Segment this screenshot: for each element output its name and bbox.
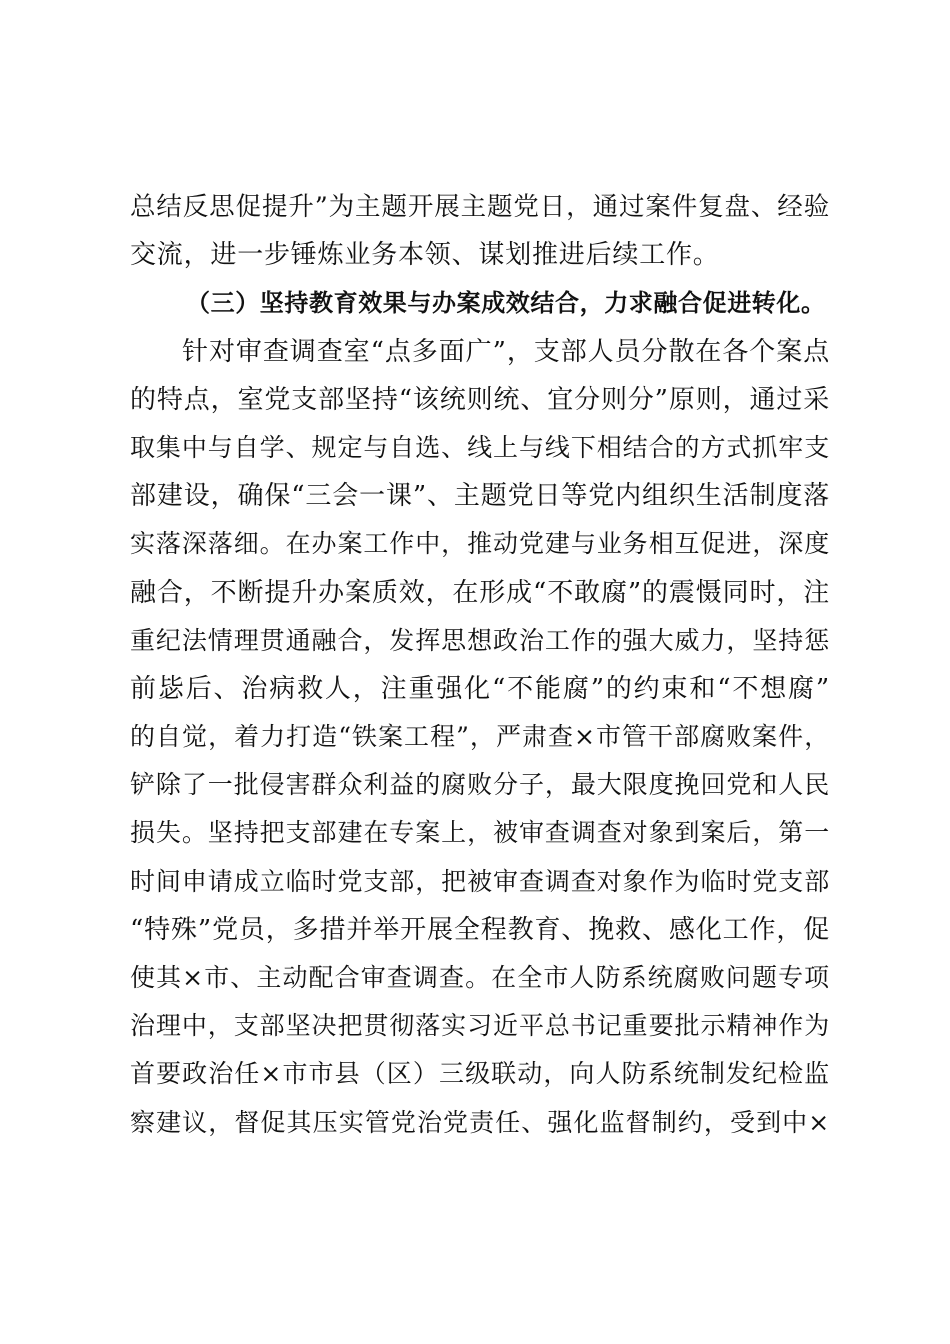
paragraph-line: 的特点，室党支部坚持“该统则统、宜分则分”原则，通过采 bbox=[130, 384, 830, 415]
section-heading: （三）坚持教育效果与办案成效结合，力求融合促进转化。 bbox=[186, 288, 826, 318]
paragraph-line: 首要政治任×市市县（区）三级联动，向人防系统制发纪检监 bbox=[130, 1059, 830, 1089]
paragraph-line: 针对审查调查室“点多面广”，支部人员分散在各个案点 bbox=[182, 336, 830, 367]
paragraph-line: 总结反思促提升”为主题开展主题党日，通过案件复盘、经验 bbox=[130, 192, 830, 222]
paragraph-line: 交流，进一步锤炼业务本领、谋划推进后续工作。 bbox=[130, 240, 720, 271]
paragraph-line: 融合，不断提升办案质效，在形成“不敢腐”的震慑同时，注 bbox=[130, 577, 830, 608]
paragraph-line: 重纪法情理贯通融合，发挥思想政治工作的强大威力，坚持惩 bbox=[130, 625, 830, 655]
paragraph-line: 前毖后、治病救人，注重强化“不能腐”的约束和“不想腐” bbox=[130, 673, 830, 704]
paragraph-line: 的自觉，着力打造“铁案工程”，严肃查×市管干部腐败案件， bbox=[130, 722, 830, 752]
paragraph-line: 察建议，督促其压实管党治党责任、强化监督制约，受到中× bbox=[130, 1107, 830, 1137]
document-body bbox=[130, 183, 830, 1147]
paragraph-line: 铲除了一批侵害群众利益的腐败分子，最大限度挽回党和人民 bbox=[130, 770, 830, 800]
paragraph-line: 时间申请成立临时党支部，把被审查调查对象作为临时党支部 bbox=[130, 866, 830, 896]
paragraph-line: “特殊”党员，多措并举开展全程教育、挽救、感化工作，促 bbox=[130, 914, 830, 945]
paragraph-line: 使其×市、主动配合审查调查。在全市人防系统腐败问题专项 bbox=[130, 963, 830, 992]
paragraph-line: 取集中与自学、规定与自选、线上与线下相结合的方式抓牢支 bbox=[130, 432, 830, 462]
paragraph-line: 损失。坚持把支部建在专案上，被审查调查对象到案后，第一 bbox=[130, 818, 830, 848]
paragraph-line: 治理中，支部坚决把贯彻落实习近平总书记重要批示精神作为 bbox=[130, 1011, 830, 1041]
paragraph-line: 部建设，确保“三会一课”、主题党日等党内组织生活制度落 bbox=[130, 481, 830, 512]
paragraph-line: 实落深落细。在办案工作中，推动党建与业务相互促进，深度 bbox=[130, 529, 830, 559]
